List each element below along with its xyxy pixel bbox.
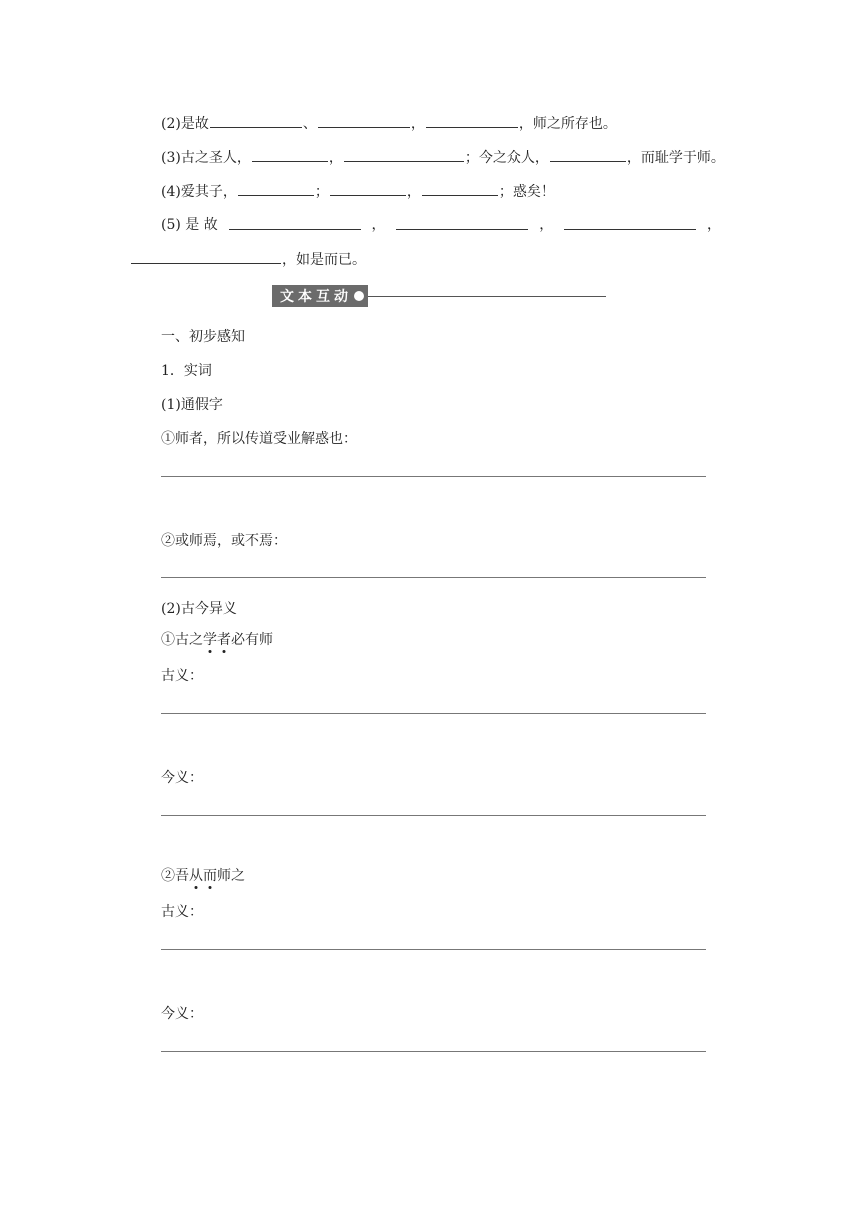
answer-blank[interactable] [252,146,328,162]
subheading-ancient-modern: (2)古今异义 [161,601,237,617]
q3-sep1: ， [328,150,343,166]
answer-line[interactable] [161,577,706,578]
banner-divider [368,296,606,297]
q3-suffix: ，而耻学于师。 [626,150,725,166]
item-2: ②或师焉，或不焉： [161,533,287,549]
answer-blank[interactable] [426,112,518,128]
item-4 [161,865,245,885]
emphasis-char: 学 [203,632,217,648]
bullet-dot-icon [354,291,364,301]
answer-blank[interactable] [564,214,696,230]
label-modern-meaning: 今义： [161,770,203,786]
answer-line[interactable] [161,1051,706,1052]
q3-prefix: (3)古之圣人， [161,150,251,166]
answer-blank[interactable] [131,248,281,264]
q5-sep1: ， [371,217,386,233]
q2-suffix: ，师之所存也。 [518,116,617,132]
answer-line[interactable] [161,713,706,714]
section-banner [272,285,606,307]
answer-blank[interactable] [318,112,410,128]
q4-prefix: (4)爱其子， [161,184,237,200]
answer-blank[interactable] [344,146,464,162]
question-4 [161,180,555,201]
section-heading: 一、初步感知 [161,329,245,345]
question-3 [161,146,725,167]
answer-blank[interactable] [330,180,406,196]
q2-sep2: ， [410,116,425,132]
question-2 [161,112,617,133]
answer-blank[interactable] [210,112,302,128]
subheading-tongjiazi: (1)通假字 [161,397,223,413]
question-5 [161,214,721,234]
q5-sep2: ， [539,217,554,233]
label-modern-meaning: 今义： [161,1006,203,1022]
emphasis-char: 而 [203,868,217,884]
answer-line[interactable] [161,815,706,816]
answer-blank[interactable] [550,146,626,162]
q4-sep1: ； [314,184,329,200]
item-3-after: 必有师 [231,632,273,648]
answer-line[interactable] [161,949,706,950]
q2-sep1: 、 [302,116,317,132]
answer-blank[interactable] [238,180,314,196]
emphasis-char: 从 [189,868,203,884]
item-4-after: 师之 [217,868,245,884]
q3-sep2: ；今之众人， [464,150,549,166]
subheading-content-words: 1．实词 [161,363,212,379]
answer-blank[interactable] [229,214,361,230]
question-5-continued [130,248,366,269]
q5-sep3: ， [706,217,721,233]
label-ancient-meaning: 古义： [161,904,203,920]
label-ancient-meaning: 古义： [161,668,203,684]
q5-prefix: (5) 是 故 [161,217,218,233]
q4-suffix: ；惑矣！ [498,184,555,200]
answer-line[interactable] [161,476,706,477]
item-1: ①师者，所以传道受业解惑也： [161,431,357,447]
section-banner-text: 文本互动 [280,289,352,305]
answer-blank[interactable] [422,180,498,196]
q4-sep2: ， [406,184,421,200]
emphasis-char: 者 [217,632,231,648]
item-3 [161,629,273,649]
section-banner-label [272,285,368,307]
item-4-before: ②吾 [161,868,189,884]
q5-suffix: ，如是而已。 [282,252,366,268]
q2-prefix: (2)是故 [161,116,209,132]
item-3-before: ①古之 [161,632,203,648]
answer-blank[interactable] [396,214,528,230]
